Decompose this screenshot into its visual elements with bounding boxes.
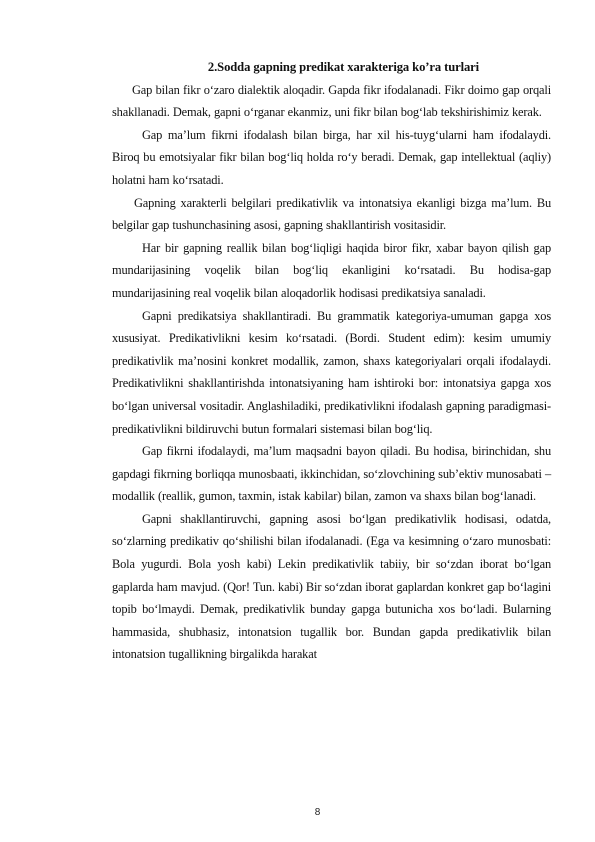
paragraph: Gapning xarakterli belgilari predikativlik va intonatsiya ekanligi bizga ma’lum. Bu belgilar gap tushunchasining asosi, gapning shakllantirish vositasidir. — [112, 195, 551, 233]
page-number: 8 — [314, 807, 321, 818]
paragraph: Har bir gapning reallik bilan bog‘liqligi haqida biror fikr, xabar bayon qilish gap mundarijasining voqelik bilan bog‘liq ekanligini ko‘rsatadi. Bu hodisa-gap mundarijasining real voqelik bilan aloqadorlik hodisasi predikatsiya sanaladi. — [112, 240, 551, 300]
page-content — [112, 56, 551, 666]
section-title: 2.Sodda gapning predikat xarakteriga ko’ra turlari — [207, 60, 480, 74]
paragraph: Gap fikrni ifodalaydi, ma’lum maqsadni bayon qiladi. Bu hodisa, birinchidan, shu gapdagi fikrning borliqqa munosbaati, ikkinchidan, so‘zlovchining sub’ektiv munosabati – modallik (reallik, gumon, taxmin, istak kabilar) bilan, zamon va shaxs bilan bog‘lanadi. — [112, 444, 551, 504]
paragraph: Gap ma’lum fikrni ifodalash bilan birga, har xil his-tuyg‘ularni ham ifodalaydi. Biroq bu emotsiyalar fikr bilan bog‘liq holda ro‘y beradi. Demak, gap intellektual (aqliy) holatni ham ko‘rsatadi. — [112, 127, 551, 187]
paragraph: Gapni predikatsiya shakllantiradi. Bu grammatik kategoriya-umuman gapga xos xususiyat. Predikativlikni kesim ko‘rsatadi. (Bordi. Student edim): kesim umumiy predikativlik ma’nosini konkret modallik, zamon, shaxs kategoriyalari orqali ifodalaydi. Predikativlikni shakllantirishda intonatsiyaning ham ishtiroki bor: intonatsiya gapga xos bo‘lgan universal vositadir. Anglashiladiki, predikativlikni ifodalash gapning paradigmasi-predikativlikni bildiruvchi butun formalari sistemasi bilan bog‘liq. — [112, 308, 551, 436]
paragraph: Gap bilan fikr o‘zaro dialektik aloqadir. Gapda fikr ifodalanadi. Fikr doimo gap orqali shakllanadi. Demak, gapni o‘rganar ekanmiz, uni fikr bilan bog‘lab tekshirishimiz kerak. — [112, 82, 551, 120]
paragraph: Gapni shakllantiruvchi, gapning asosi bo‘lgan predikativlik hodisasi, odatda, so‘zlarning predikativ qo‘shilishi bilan ifodalanadi. (Ega va kesimning o‘zaro munosbati: Bola yugurdi. Bola yosh kabi) Lekin predikativlik tabiiy, bir so‘zdan iborat bo‘lgan gaplarda ham mavjud. (Qor! Tun. kabi) Bir so‘zdan iborat gaplardan konkret gap bo‘lagini topib bo‘lmaydi. Demak, predikativlik bunday gapga butunicha xos bo‘ladi. Bularning hammasida, shubhasiz, intonatsion tugallik bor. Bundan gapda predikativlik bilan intonatsion tugallikning birgalikda harakat — [112, 511, 551, 662]
